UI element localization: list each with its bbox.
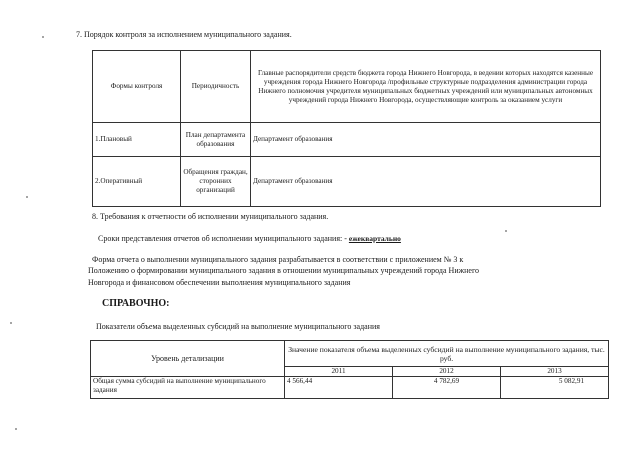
scan-speck xyxy=(42,36,44,38)
value-2013: 5 082,91 xyxy=(501,377,609,399)
subsidy-row-label: Общая сумма субсидий на выполнение муниципального задания xyxy=(91,377,285,399)
reference-heading: СПРАВОЧНО: xyxy=(102,298,170,309)
reference-subtitle: Показатели объема выделенных субсидий на выполнение муниципального задания xyxy=(96,322,380,331)
row2-form: 2.Оперативный xyxy=(93,157,181,207)
section7-heading: 7. Порядок контроля за исполнением муниципального задания. xyxy=(76,30,292,39)
value-header: Значение показателя объема выделенных субсидий на выполнение муниципального задания, тыс. руб. xyxy=(285,341,609,367)
section8-heading: 8. Требования к отчетности об исполнении муниципального задания. xyxy=(92,212,329,221)
form-note-line1: Форма отчета о выполнении муниципального задания разрабатывается в соответствии с приложением № 3 к xyxy=(92,255,464,264)
year-2011: 2011 xyxy=(285,367,393,377)
form-note-line2: Положению о формировании муниципального задания в отношении муниципальных учреждений города Нижнего xyxy=(88,266,480,275)
row1-form: 1.Плановый xyxy=(93,123,181,157)
row1-controller: Департамент образования xyxy=(251,123,601,157)
subsidy-table xyxy=(90,340,609,399)
control-table xyxy=(92,50,601,207)
deadline-line xyxy=(98,234,401,243)
value-2012: 4 782,69 xyxy=(393,377,501,399)
row1-periodicity: План департамента образования xyxy=(181,123,251,157)
scan-speck xyxy=(10,322,12,324)
year-2013: 2013 xyxy=(501,367,609,377)
row2-periodicity: Обращения граждан, сторонних организаций xyxy=(181,157,251,207)
scan-speck xyxy=(15,428,17,430)
year-2012: 2012 xyxy=(393,367,501,377)
deadline-text: Сроки представления отчетов об исполнении муниципального задания: - xyxy=(98,234,347,243)
deadline-value: ежеквартально xyxy=(348,234,401,243)
scan-speck xyxy=(26,196,28,198)
form-note-line3: Новгорода и финансовом обеспечении выполнения муниципального задания xyxy=(88,278,351,287)
row2-controller: Департамент образования xyxy=(251,157,601,207)
periodicity-header: Периодичность xyxy=(181,51,251,123)
detail-level-header: Уровень детализации xyxy=(91,341,285,377)
value-2011: 4 566,44 xyxy=(285,377,393,399)
control-form-header: Формы контроля xyxy=(93,51,181,123)
scan-speck xyxy=(505,230,507,232)
controller-header: Главные распорядители средств бюджета города Нижнего Новгорода, в ведении которых находятся казенные учреждения города Нижнего Новгорода /профильные структурные подразделения администрации города Нижнего полномочия учредителя муниципальных бюджетных учреждений или муниципальных автономных учреждений города Нижнего Новгорода, осуществляющие контроль за оказанием услуги xyxy=(251,51,601,123)
